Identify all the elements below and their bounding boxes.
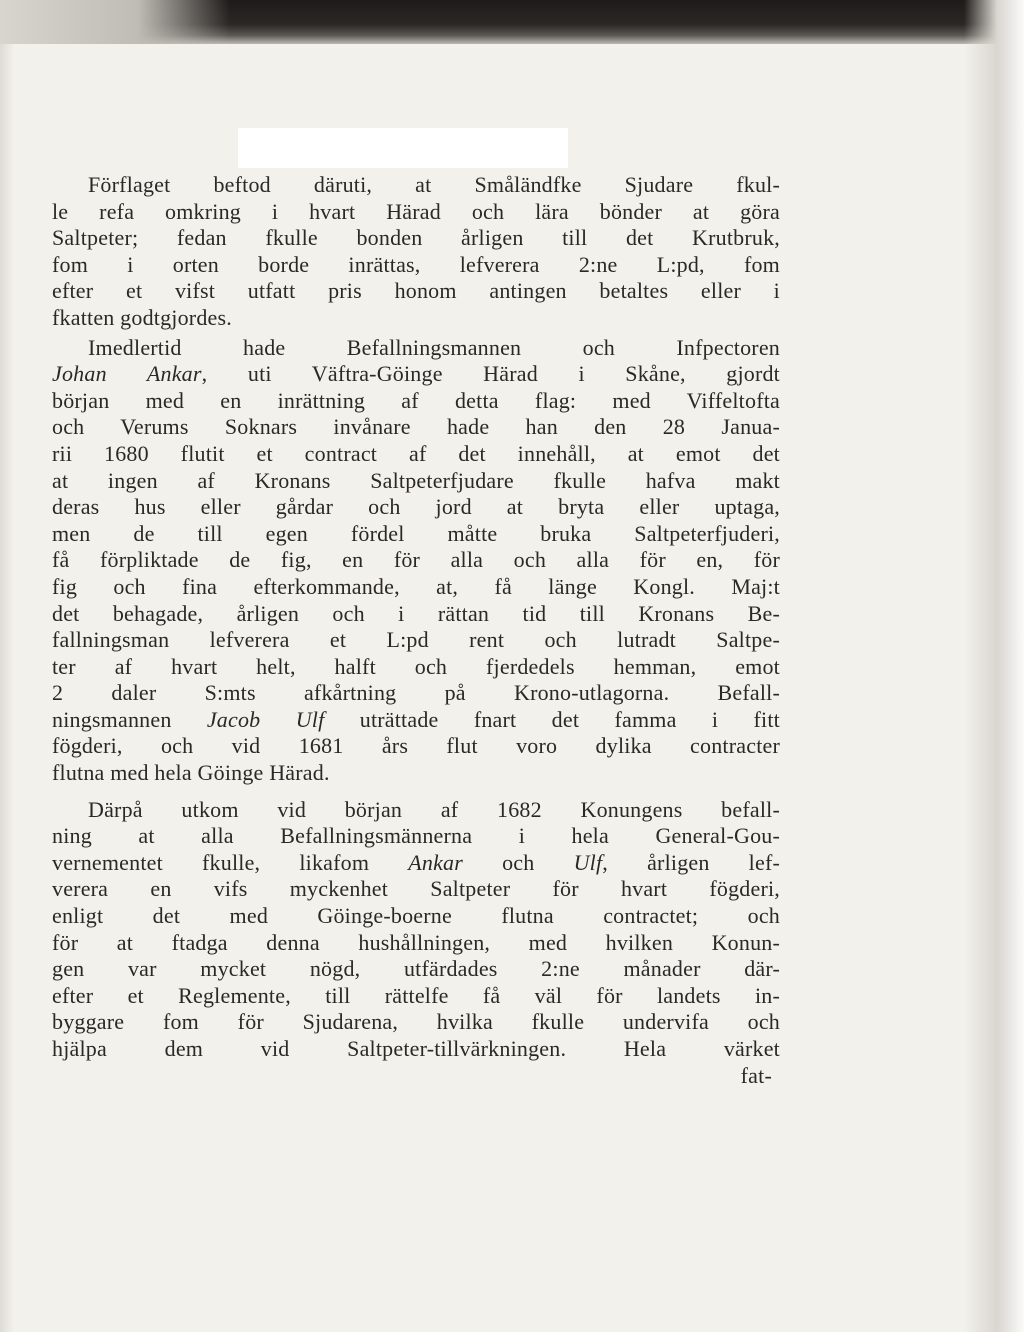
text-line: ningsmannen Jacob Ulf uträttade fnart det famma i fitt [52, 706, 780, 732]
text-line: början med en inrättning af detta flag: med Viffeltofta [52, 387, 780, 413]
text-line: fögderi, och vid 1681 års flut voro dylika contracter [52, 733, 780, 759]
text-line: Imedlertid hade Befallningsmannen och Infpectoren [88, 334, 780, 360]
text-line: flutna med hela Göinge Härad. [52, 760, 330, 786]
text-line: Därpå utkom vid början af 1682 Konungens befall- [88, 796, 780, 822]
text-line: men de till egen fördel måtte bruka Saltpeterfjuderi, [52, 520, 780, 546]
page-text [52, 172, 780, 1089]
text-line: för at ftadga denna hushållningen, med hvilken Konun- [52, 929, 780, 955]
blank-patch [238, 128, 568, 168]
text-line: at ingen af Kronans Saltpeterfjudare fkulle hafva makt [52, 467, 780, 493]
text-line: det behagade, årligen och i rättan tid till Kronans Be- [52, 600, 780, 626]
text-line: ter af hvart helt, halft och fjerdedels hemman, emot [52, 653, 780, 679]
text-line: verera en vifs myckenhet Saltpeter för hvart fögderi, [52, 876, 780, 902]
text-line: le refa omkring i hvart Härad och lära bönder at göra [52, 198, 780, 224]
text-line: ning at alla Befallningsmännerna i hela General-Gou- [52, 823, 780, 849]
text-line: rii 1680 flutit et contract af det innehåll, at emot det [52, 440, 780, 466]
text-line: hjälpa dem vid Saltpeter-tillvärkningen. Hela värket [52, 1036, 780, 1061]
text-line: gen var mycket nögd, utfärdades 2:ne månader där- [52, 956, 780, 982]
paragraph-3 [52, 797, 780, 1063]
text-line: Förflaget beftod däruti, at Småländfke Sjudare fkul- [88, 172, 780, 197]
text-line: efter et Reglemente, till rättelfe få väl för landets in- [52, 982, 780, 1008]
binding-edge-top-left [0, 0, 230, 44]
text-line: vernementet fkulle, likafom Ankar och Ulf, årligen lef- [52, 849, 780, 875]
text-line: byggare fom för Sjudarena, hvilka fkulle undervifa och [52, 1009, 780, 1035]
text-line: och Verums Soknars invånare hade han den 28 Janua- [52, 414, 780, 440]
text-line: fig och fina efterkommande, at, få länge Kongl. Maj:t [52, 573, 780, 599]
catchword: fat- [740, 1062, 772, 1088]
text-line: enligt det med Göinge-boerne flutna contractet; och [52, 903, 780, 929]
text-line: deras hus eller gårdar och jord at bryta eller uptaga, [52, 494, 780, 520]
page-edge-right [964, 0, 1024, 1332]
page-edge-left [0, 44, 14, 1332]
text-line: Saltpeter; fedan fkulle bonden årligen till det Krutbruk, [52, 225, 780, 251]
text-line: Johan Ankar, uti Väftra-Göinge Härad i Skåne, gjordt [52, 361, 780, 387]
text-line: fom i orten borde inrättas, lefverera 2:ne L:pd, fom [52, 251, 780, 277]
paragraph-1 [52, 172, 780, 332]
text-line: efter et vifst utfatt pris honom antingen betaltes eller i [52, 278, 780, 304]
text-line: fkatten godtgjordes. [52, 304, 232, 330]
text-line: 2 daler S:mts afkårtning på Krono-utlagorna. Befall- [52, 680, 780, 706]
paragraph-2 [52, 335, 780, 787]
text-line: fallningsman lefverera et L:pd rent och lutradt Saltpe- [52, 627, 780, 653]
text-line: få förpliktade de fig, en för alla och alla för en, för [52, 547, 780, 573]
